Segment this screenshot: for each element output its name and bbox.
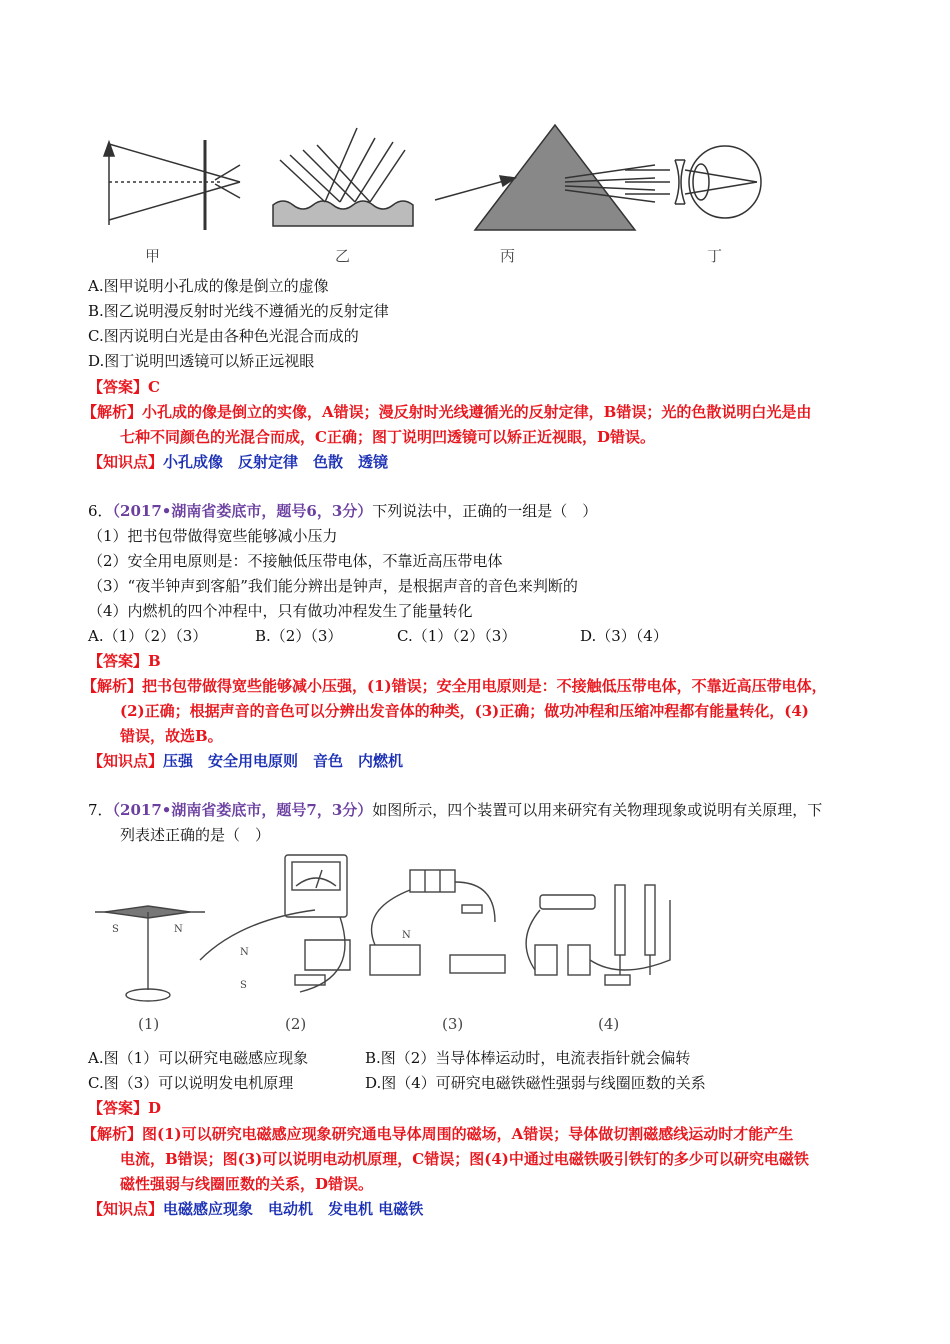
q7-choice-d: D.图（4）可研究电磁铁磁性强弱与线圈匝数的关系	[365, 1074, 706, 1092]
q7-knowledge	[88, 1199, 423, 1219]
q6-choice-a: A.（1）（2）（3）	[88, 627, 208, 645]
q6-analysis-line1: 把书包带做得宽些能够减小压强，(1)错误；安全用电原则是：不接触低压带电体，不靠近高压带电体，	[142, 677, 827, 695]
q5-knowledge-value: 小孔成像 反射定律 色散 透镜	[163, 453, 389, 471]
q5-option-c: C.图丙说明白光是由各种色光混合而成的	[88, 327, 359, 345]
q5-knowledge	[88, 452, 388, 472]
q6-item-3: （3）“夜半钟声到客船”我们能分辨出是钟声，是根据声音的音色来判断的	[88, 577, 578, 595]
q6-knowledge	[88, 751, 403, 771]
q5-answer-tag: 【答案】	[88, 378, 149, 396]
svg-text:N: N	[240, 947, 249, 958]
q5-knowledge-tag: 【知识点】	[88, 453, 164, 471]
q7-stem-line2: 列表述正确的是（ ）	[120, 826, 271, 844]
q5-analysis	[82, 402, 811, 422]
svg-text:S: S	[240, 980, 247, 991]
q6-stem: 下列说法中，正确的一组是（ ）	[372, 502, 598, 520]
q7-analysis-line1: 图(1)可以研究电磁感应现象研究通电导体周围的磁场，A错误；导体做切割磁感线运动时才能产生	[142, 1125, 794, 1143]
q7-answer	[88, 1098, 161, 1118]
q6-answer	[88, 651, 161, 671]
q7-analysis	[82, 1124, 793, 1144]
fig-label-4: (4)	[598, 1015, 620, 1033]
q5-option-b: B.图乙说明漫反射时光线不遵循光的反射定律	[88, 302, 389, 320]
q7-analysis-line2: 电流，B错误；图(3)可以说明电动机原理，C错误；图(4)中通过电磁铁吸引铁钉的多少可以研究电磁铁	[120, 1150, 809, 1168]
q6-knowledge-value: 压强 安全用电原则 音色 内燃机	[163, 752, 404, 770]
q7-choice-a: A.图（1）可以研究电磁感应现象	[88, 1049, 309, 1067]
q7-choice-b: B.图（2）当导体棒运动时，电流表指针就会偏转	[365, 1049, 691, 1067]
svg-text:N: N	[174, 924, 183, 935]
fig-label-3: (3)	[442, 1015, 464, 1033]
q5-analysis-line1: 小孔成的像是倒立的实像，A错误；漫反射时光线遵循光的反射定律，B错误；光的色散说明白光是由	[142, 403, 812, 421]
q7-source: （2017•湖南省娄底市，题号7，3分）	[112, 801, 373, 819]
q5-option-a: A.图甲说明小孔成的像是倒立的虚像	[88, 277, 329, 295]
svg-text:S: S	[112, 924, 119, 935]
q6-analysis-line3: 错误，故选B。	[120, 727, 223, 745]
q6-analysis-line2: (2)正确；根据声音的音色可以分辨出发音体的种类，(3)正确；做功冲程和压缩冲程都有能量转化，(4)	[120, 702, 809, 720]
fig-label-jia: 甲	[145, 247, 161, 265]
fig-label-yi: 乙	[335, 247, 351, 265]
q7-answer-value: D	[148, 1099, 162, 1117]
fig-label-1: (1)	[138, 1015, 160, 1033]
q5-analysis-line2: 七种不同颜色的光混合而成，C正确；图丁说明凹透镜可以矫正近视眼，D错误。	[120, 428, 655, 446]
q7-choice-c: C.图（3）可以说明发电机原理	[88, 1074, 294, 1092]
q7-answer-tag: 【答案】	[88, 1099, 149, 1117]
q5-answer	[88, 377, 160, 397]
q6-analysis-tag: 【解析】	[82, 677, 143, 695]
q5-answer-value: C	[148, 378, 160, 396]
q6-knowledge-tag: 【知识点】	[88, 752, 164, 770]
q6-choice-d: D.（3）（4）	[580, 627, 668, 645]
q6-answer-tag: 【答案】	[88, 652, 149, 670]
q5-option-d: D.图丁说明凹透镜可以矫正远视眼	[88, 352, 315, 370]
q6-number: 6．	[88, 502, 113, 520]
q7-heading	[88, 800, 822, 820]
q6-choice-c: C.（1）（2）（3）	[397, 627, 517, 645]
q7-stem-line1: 如图所示，四个装置可以用来研究有关物理现象或说明有关原理，下	[372, 801, 823, 819]
q7-analysis-line3: 磁性强弱与线圈匝数的关系，D错误。	[120, 1175, 374, 1193]
optics-figure	[95, 120, 785, 270]
q6-item-2: （2）安全用电原则是：不接触低压带电体，不靠近高压带电体	[88, 552, 503, 570]
q6-answer-value: B	[148, 652, 161, 670]
q6-item-4: （4）内燃机的四个冲程中，只有做功冲程发生了能量转化	[88, 602, 473, 620]
q7-knowledge-tag: 【知识点】	[88, 1200, 164, 1218]
q7-analysis-tag: 【解析】	[82, 1125, 143, 1143]
q6-source: （2017•湖南省娄底市，题号6，3分）	[112, 502, 373, 520]
q6-item-1: （1）把书包带做得宽些能够减小压力	[88, 527, 338, 545]
q5-analysis-tag: 【解析】	[82, 403, 143, 421]
q7-number: 7．	[88, 801, 113, 819]
electromagnetism-figure	[90, 850, 690, 1040]
q6-choice-b: B.（2）（3）	[255, 627, 343, 645]
q6-heading	[88, 501, 597, 521]
fig-label-ding: 丁	[707, 247, 723, 265]
svg-text:N: N	[402, 930, 411, 941]
fig-label-bing: 丙	[500, 247, 516, 265]
q7-knowledge-value: 电磁感应现象 电动机 发电机 电磁铁	[163, 1200, 424, 1218]
fig-label-2: (2)	[285, 1015, 307, 1033]
q6-analysis	[82, 676, 827, 696]
